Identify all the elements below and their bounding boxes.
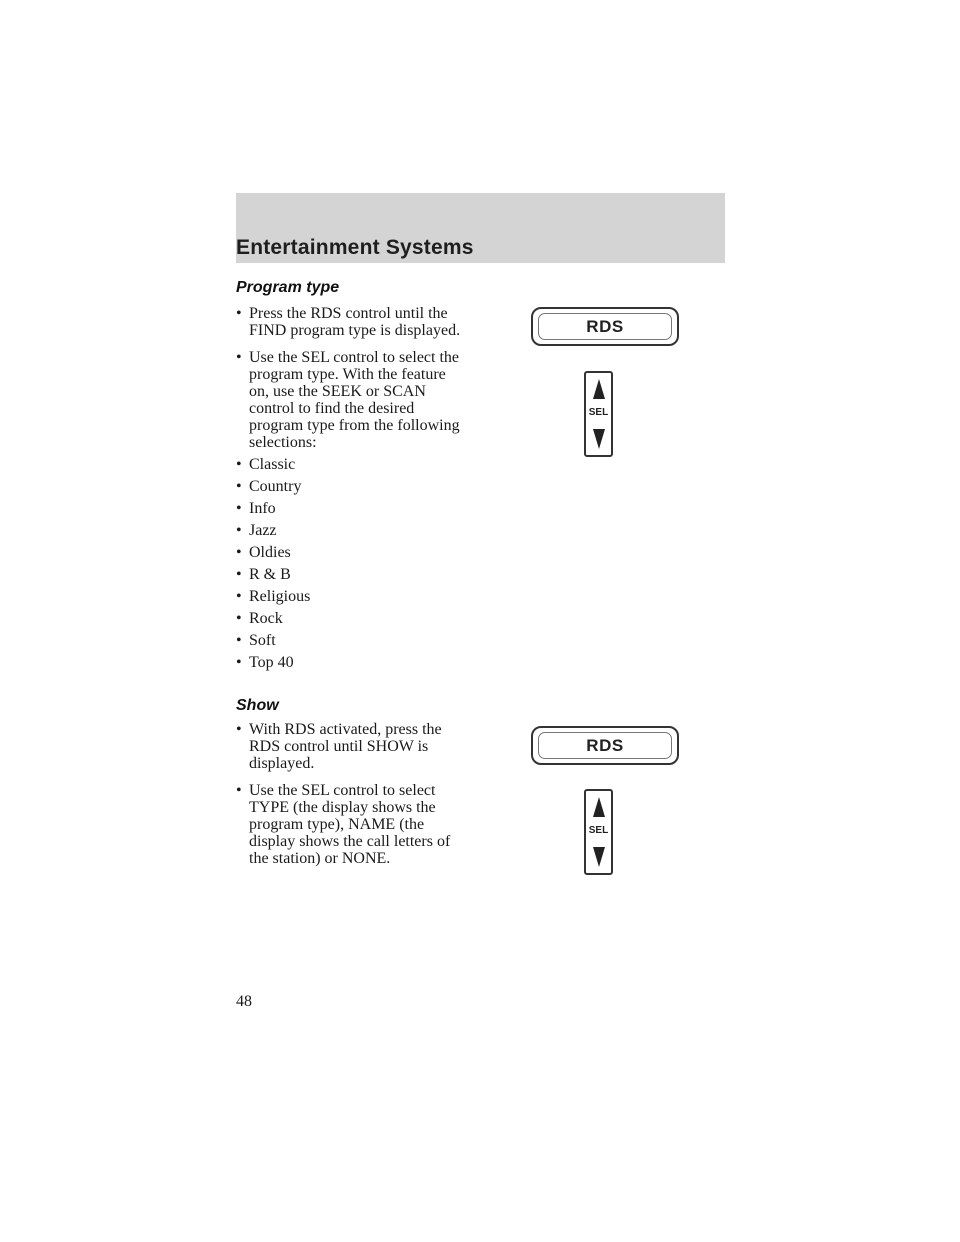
arrow-down-icon: [593, 847, 605, 867]
rds-button-illustration: [531, 726, 679, 765]
list-item: • Top 40: [236, 654, 294, 671]
arrow-down-icon: [593, 429, 605, 449]
rds-button-illustration: [531, 307, 679, 346]
arrow-up-icon: [593, 797, 605, 817]
arrow-up-icon: [593, 379, 605, 399]
list-item: • Jazz: [236, 522, 277, 539]
rds-button-label: RDS: [586, 317, 624, 336]
section-title-show: Show: [236, 697, 279, 714]
sel-button-label: SEL: [588, 407, 609, 418]
list-item: • With RDS activated, press the RDS control until SHOW is displayed.: [236, 721, 442, 772]
page-number: 48: [236, 993, 252, 1010]
list-item: • Country: [236, 478, 302, 495]
list-item: • Use the SEL control to select the program type. With the feature on, use the SEEK or SCAN control to find the desired program type from the following selections:: [236, 349, 460, 451]
sel-button-illustration: [584, 789, 613, 875]
list-item: • Info: [236, 500, 276, 517]
rds-button-label: RDS: [586, 736, 624, 755]
list-item: • Press the RDS control until the FIND program type is displayed.: [236, 305, 461, 339]
list-item: • Use the SEL control to select TYPE (the display shows the program type), NAME (the display shows the call letters of the station) or NONE.: [236, 782, 451, 867]
sel-button-illustration: [584, 371, 613, 457]
list-item: • R & B: [236, 566, 291, 583]
program-type-list: [236, 305, 486, 671]
list-item: • Religious: [236, 588, 311, 605]
list-item: • Soft: [236, 632, 276, 649]
page-title: Entertainment Systems: [236, 236, 474, 259]
list-item: • Classic: [236, 456, 296, 473]
section-title-program-type: Program type: [236, 279, 340, 296]
sel-button-label: SEL: [588, 825, 609, 836]
show-list: [236, 721, 486, 867]
list-item: • Rock: [236, 610, 283, 627]
list-item: • Oldies: [236, 544, 291, 561]
